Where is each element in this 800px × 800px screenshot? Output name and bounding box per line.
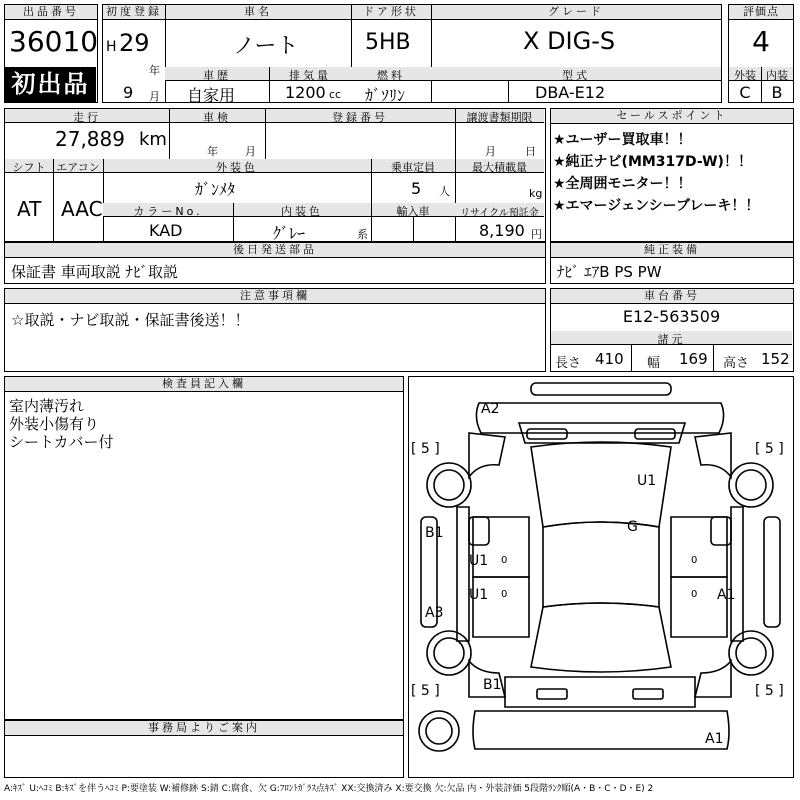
- length: 410: [595, 350, 624, 368]
- inspector-label: 検査員記入欄: [5, 377, 403, 392]
- lot-number-box: [4, 4, 98, 103]
- capacity-label: 乗車定員: [391, 161, 435, 174]
- exterior-grade: C: [739, 83, 751, 102]
- shift: AT: [17, 197, 42, 221]
- office-label: 事務局よりご案内: [5, 721, 403, 736]
- car-name: ノート: [233, 34, 299, 59]
- model-label: 型式: [562, 69, 590, 82]
- height-label: 高さ: [723, 356, 750, 371]
- fuel: ｶﾞｿﾘﾝ: [365, 86, 406, 105]
- equipment-box: [550, 242, 794, 284]
- aircon: AAC: [61, 197, 103, 221]
- small-mark: 0: [691, 589, 698, 600]
- color-no: KAD: [149, 221, 183, 240]
- recycle: 8,190: [479, 221, 525, 240]
- transfer-day: 日: [525, 145, 536, 158]
- exterior-label: 外装: [734, 69, 756, 82]
- fuel-label: 燃料: [377, 69, 405, 82]
- notes-value: ☆取説・ナビ取説・保証書後送！！: [11, 311, 250, 329]
- height: 152: [761, 350, 790, 368]
- door-type: 5HB: [365, 30, 411, 55]
- small-mark: 0: [501, 555, 508, 566]
- color-no-label: カラーNo.: [133, 205, 203, 218]
- color: ｶﾞﾝﾒﾀ: [195, 180, 236, 199]
- equipment-label: 純正装備: [551, 243, 793, 258]
- door-label: ドア形状: [351, 5, 431, 20]
- small-mark: 0: [501, 589, 508, 600]
- shift-label: シフト: [12, 161, 46, 174]
- reg-year: 29: [119, 29, 150, 57]
- lot-number: 36010: [9, 25, 99, 58]
- color-label: 外装色: [216, 161, 258, 174]
- displacement-unit: cc: [329, 88, 342, 101]
- mark-g-windshield: G: [627, 519, 638, 535]
- inspector-line-2: 外装小傷有り: [9, 415, 100, 433]
- interior-color-label: 内装色: [281, 205, 323, 218]
- registration-label: 登録番号: [332, 111, 388, 124]
- sales-points-box: [550, 108, 794, 242]
- maxload-label: 最大積載量: [472, 161, 527, 174]
- legend: A:ｷｽﾞ U:ﾍｺﾐ B:ｷｽﾞを伴うﾍｺﾐ P:要塗装 W:補修跡 S:錆 C:腐食、欠 G:ﾌﾛﾝﾄｶﾞﾗｽ点ｷｽﾞ XX:交換済み X:要交換 欠:欠品 内・外装評価 5段階ﾗﾝｸ順(A・B・C・D・E) 2: [4, 784, 654, 794]
- mark-u1-roof: U1: [637, 473, 657, 489]
- aircon-label: エアコン: [56, 161, 100, 174]
- recycle-label: リサイクル預託金: [460, 208, 539, 219]
- sales-line-1: ★ユーザー買取車！！: [553, 132, 692, 148]
- damage-diagram: [408, 376, 794, 778]
- lot-number-label: 出品番号: [5, 5, 97, 20]
- equipment-value: ﾅﾋﾞ ｴｱB PS PW: [557, 263, 662, 281]
- inspection-month: 月: [245, 145, 256, 158]
- interior-color-unit: 系: [357, 228, 368, 241]
- chassis-box: [550, 288, 794, 372]
- inspector-box: [4, 376, 404, 720]
- small-mark: 0: [691, 555, 698, 566]
- interior-grade: B: [771, 83, 783, 102]
- inspection-year: 年: [207, 145, 218, 158]
- later-parts-label: 後日発送部品: [5, 243, 545, 258]
- displacement: 1200: [285, 83, 326, 102]
- reg-month: 9: [123, 83, 134, 102]
- mark-b1-left: B1: [425, 525, 444, 541]
- mark-a1-bottom: A1: [705, 731, 724, 747]
- office-box: [4, 720, 404, 778]
- grade-label: グレード: [431, 5, 721, 20]
- sales-line-3: ★全周囲モニター！！: [553, 176, 692, 192]
- transfer-label: 譲渡書類期限: [466, 111, 533, 124]
- chassis-label: 車台番号: [551, 289, 793, 304]
- sales-line-2: ★純正ナビ(MM317D-W)！！: [553, 154, 752, 170]
- model: DBA-E12: [535, 83, 606, 102]
- mark-b1-bottom: B1: [483, 677, 502, 693]
- width-label: 幅: [647, 356, 661, 371]
- inspector-line-3: シートカバー付: [9, 433, 114, 451]
- first-listing-badge: 初出品: [5, 67, 96, 102]
- mark-u1-left-front: U1: [469, 553, 489, 569]
- sales-line-4: ★エマージェンシーブレーキ！！: [553, 198, 760, 214]
- notes-label: 注意事項欄: [5, 289, 545, 304]
- displacement-label: 排気量: [289, 69, 331, 82]
- mark-a2-top: A2: [481, 401, 500, 417]
- vehicle-info-table: [4, 108, 546, 242]
- capacity: 5: [411, 179, 422, 198]
- inspection-label: 車検: [203, 111, 231, 124]
- interior-label: 内装: [766, 69, 788, 82]
- score: 4: [752, 25, 770, 58]
- later-parts-box: [4, 242, 546, 284]
- interior-color: ｸﾞﾚｰ: [273, 224, 306, 243]
- tire-fl-score: [ 5 ]: [411, 441, 440, 457]
- tire-rr-score: [ 5 ]: [755, 683, 784, 699]
- mileage: 27,889: [55, 127, 125, 151]
- mileage-unit: km: [139, 129, 167, 150]
- mark-u1-left-rear: U1: [469, 587, 489, 603]
- score-box: [728, 4, 794, 103]
- later-parts-value: 保証書 車両取説 ﾅﾋﾞ取説: [11, 263, 179, 281]
- history: 自家用: [187, 86, 236, 105]
- capacity-unit: 人: [439, 185, 450, 198]
- history-label: 車歴: [203, 69, 231, 82]
- mark-a1-right: A1: [717, 587, 736, 603]
- length-label: 長さ: [555, 356, 582, 371]
- first-registration-label: 初度登録: [103, 5, 165, 20]
- chassis-number: E12-563509: [622, 307, 721, 326]
- transfer-month: 月: [485, 145, 496, 158]
- grade: X DIG-S: [523, 27, 616, 55]
- width: 169: [679, 350, 708, 368]
- sales-points-label: セールスポイント: [551, 109, 793, 124]
- dims-label: 諸元: [657, 333, 686, 346]
- year-unit: 年: [149, 64, 160, 77]
- header-table: [102, 4, 722, 103]
- inspector-line-1: 室内薄汚れ: [9, 397, 85, 415]
- maxload-unit: kg: [529, 187, 543, 200]
- car-name-label: 車名: [165, 5, 351, 20]
- recycle-unit: 円: [531, 228, 542, 241]
- notes-box: [4, 288, 546, 372]
- month-unit: 月: [149, 90, 160, 103]
- score-label: 評価点: [729, 5, 793, 20]
- mileage-label: 走行: [73, 111, 101, 124]
- import-label: 輸入車: [396, 205, 430, 218]
- era-prefix: H: [106, 39, 117, 55]
- mark-a3-left: A3: [425, 605, 444, 621]
- car-outline: [409, 377, 792, 776]
- tire-rl-score: [ 5 ]: [411, 683, 440, 699]
- tire-fr-score: [ 5 ]: [755, 441, 784, 457]
